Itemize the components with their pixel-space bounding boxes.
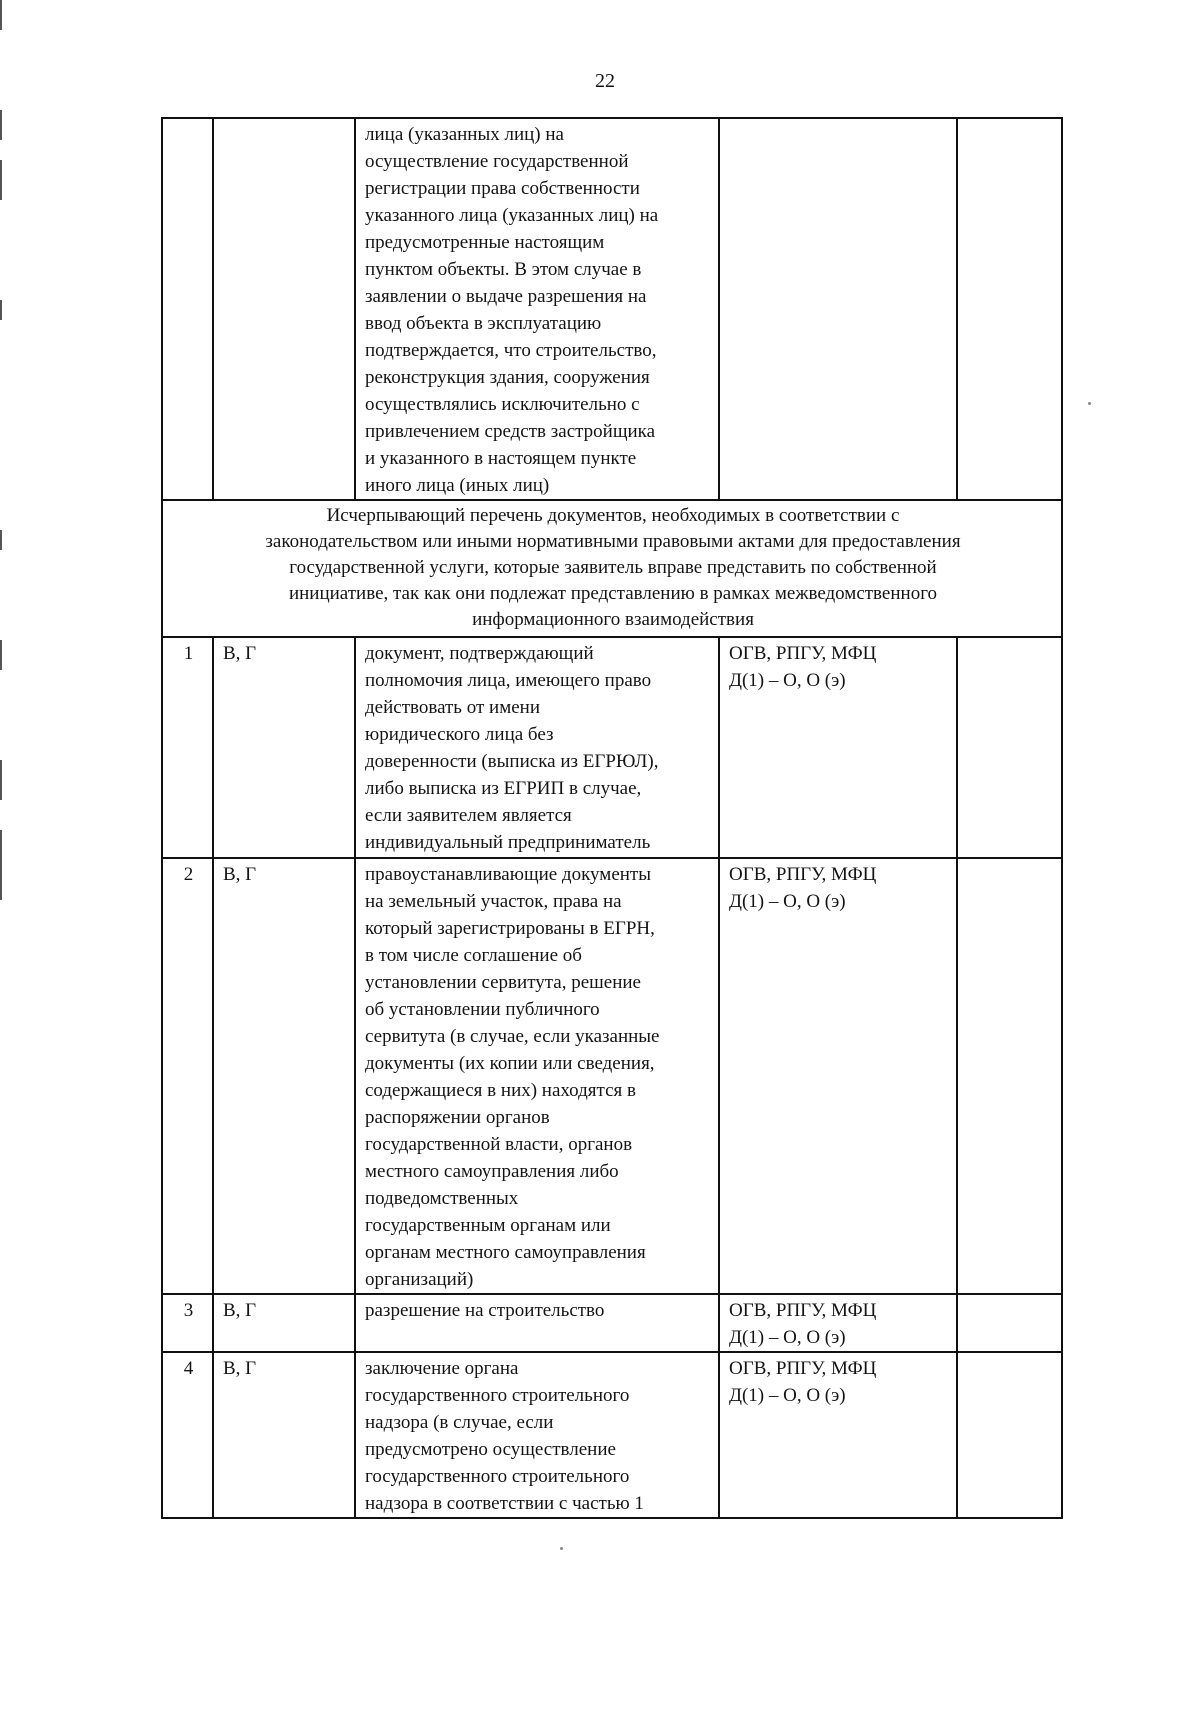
note-cell: [957, 1294, 1062, 1352]
row-number: 4: [162, 1352, 213, 1518]
scan-speck: [560, 1547, 563, 1550]
page-number: 22: [595, 70, 615, 92]
applicant-category: В, Г: [213, 1294, 355, 1352]
scan-speck: [1088, 402, 1091, 405]
document-description: разрешение на строительство: [355, 1294, 719, 1352]
scan-edge-mark: [0, 300, 2, 320]
document-description: правоустанавливающие документы на земельный участок, права на который зарегистрированы в ЕГРН, в том числе соглашение об установлении сервитута, решение об установлении публичного сервитута (в случае, если указанные документы (их копии или сведения, содержащиеся в них) находятся в распоряжении органов государственной власти, органов местного самоуправления либо подведомственных государственным органам или органам местного самоуправления организаций): [355, 858, 719, 1294]
submission-channels: ОГВ, РПГУ, МФЦ Д(1) – О, О (э): [719, 1294, 957, 1352]
row-number: 3: [162, 1294, 213, 1352]
document-description: заключение органа государственного строительного надзора (в случае, если предусмотрено осуществление государственного строительного надзора в соответствии с частью 1: [355, 1352, 719, 1518]
scan-edge-mark: [0, 760, 2, 800]
applicant-category: В, Г: [213, 858, 355, 1294]
scan-edge-mark: [0, 830, 2, 900]
applicant-category: В, Г: [213, 637, 355, 858]
submission-channels: ОГВ, РПГУ, МФЦ Д(1) – О, О (э): [719, 1352, 957, 1518]
note-cell: [957, 118, 1062, 500]
note-cell: [957, 637, 1062, 858]
documents-table: [161, 117, 1063, 1519]
note-cell: [957, 858, 1062, 1294]
section-header: Исчерпывающий перечень документов, необходимых в соответствии с законодательством или иными нормативными правовыми актами для предоставления государственной услуги, которые заявитель вправе представить по собственной инициативе, так как они подлежат представлению в рамках межведомственного информационного взаимодействия: [162, 500, 1062, 637]
scan-edge-mark: [0, 530, 2, 550]
number-cell: [162, 118, 213, 500]
document-description: лица (указанных лиц) на осуществление государственной регистрации права собственности указанного лица (указанных лиц) на предусмотренные настоящим пунктом объекты. В этом случае в заявлении о выдаче разрешения на ввод объекта в эксплуатацию подтверждается, что строительство, реконструкция здания, сооружения осуществлялись исключительно с привлечением средств застройщика и указанного в настоящем пункте иного лица (иных лиц): [355, 118, 719, 500]
applicant-category: В, Г: [213, 1352, 355, 1518]
document-description: документ, подтверждающий полномочия лица, имеющего право действовать от имени юридического лица без доверенности (выписка из ЕГРЮЛ), либо выписка из ЕГРИП в случае, если заявителем является индивидуальный предприниматель: [355, 637, 719, 858]
row-number: 2: [162, 858, 213, 1294]
table-row: [162, 637, 1062, 858]
scan-edge-mark: [0, 640, 2, 670]
scan-edge-mark: [0, 0, 2, 30]
scan-edge-mark: [0, 160, 2, 200]
table-row: [162, 1294, 1062, 1352]
submission-channels: ОГВ, РПГУ, МФЦ Д(1) – О, О (э): [719, 637, 957, 858]
row-number: 1: [162, 637, 213, 858]
note-cell: [957, 1352, 1062, 1518]
section-header-row: [162, 500, 1062, 637]
table-row: [162, 1352, 1062, 1518]
category-cell: [213, 118, 355, 500]
continuation-row: [162, 118, 1062, 500]
source-cell: [719, 118, 957, 500]
submission-channels: ОГВ, РПГУ, МФЦ Д(1) – О, О (э): [719, 858, 957, 1294]
table-row: [162, 858, 1062, 1294]
scan-edge-mark: [0, 110, 2, 140]
